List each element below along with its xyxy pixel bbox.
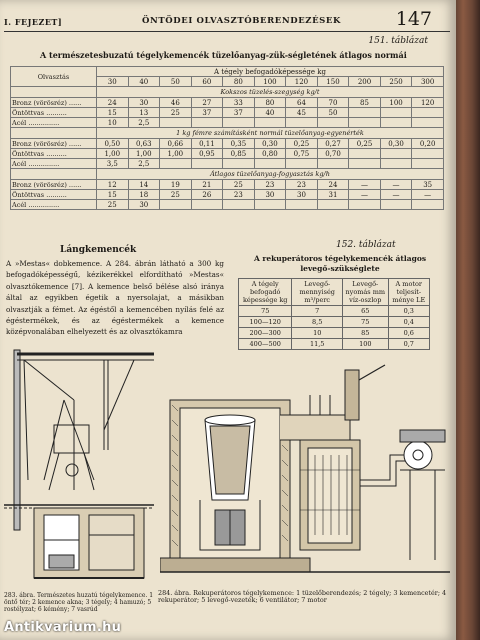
table-151-cell: 120 [412, 98, 444, 108]
table-151-cell: 25 [223, 180, 255, 190]
table-151-cell: 23 [286, 180, 318, 190]
table-151-cell [380, 200, 412, 210]
table-row [11, 190, 444, 200]
table-row [11, 128, 444, 139]
table-152-cell: 75 [343, 317, 389, 328]
table-151-column-header: 300 [412, 77, 444, 87]
table-151-cell [191, 118, 223, 128]
table-151-cell [412, 200, 444, 210]
table-151-label: 151. táblázat [368, 36, 428, 46]
table-151-cell: 40 [254, 108, 286, 118]
table-152-cell: 65 [343, 306, 389, 317]
table-151-cell [254, 159, 286, 169]
table-151-cell [380, 149, 412, 159]
table-151-cell: 0,30 [254, 139, 286, 149]
table-row [239, 306, 430, 317]
table-151 [10, 66, 444, 210]
table-152-cell: 7 [292, 306, 343, 317]
table-152-cell: 85 [343, 328, 389, 339]
table-151-cell: 13 [128, 108, 160, 118]
body-paragraph: A »Mestas« dobkemence. A 284. ábrán látható a 300 kg befogadóképességű, kézikerékkel elfordítható »Mestas« olvasztókemence [7]. A kemence belső bélése alsó iránya által az egyikben égetik a nyersolajat, a másikban olvasztják a fémet. Az égéstől a kemencében nyílás felé az égéstermékek, és az égéstermékek a kemence középvonalában elhelyezett és az olvasztókamra [6, 259, 224, 337]
table-row [11, 139, 444, 149]
table-151-cell [286, 159, 318, 169]
table-151-row-label: Öntöttvas .......... [11, 149, 97, 159]
table-151-cell [160, 118, 192, 128]
table-151-column-header: 250 [380, 77, 412, 87]
table-151-cell: 0,25 [349, 139, 381, 149]
table-row [11, 67, 444, 77]
table-151-cell: 0,30 [380, 139, 412, 149]
table-151-cell [254, 200, 286, 210]
table-row [11, 98, 444, 108]
table-152-cell: 400—500 [239, 339, 292, 350]
table-151-cell: 0,85 [223, 149, 255, 159]
table-151-row-label: Bronz (vörösréz) ...... [11, 180, 97, 190]
table-151-cell: 2,5 [128, 159, 160, 169]
table-151-cell: 0,80 [254, 149, 286, 159]
table-151-cell: — [349, 180, 381, 190]
table-151-cell: 27 [191, 98, 223, 108]
table-row [11, 108, 444, 118]
table-151-column-header: 200 [349, 77, 381, 87]
table-row [239, 328, 430, 339]
table-row [11, 200, 444, 210]
table-151-cell [317, 200, 349, 210]
table-row [11, 180, 444, 190]
table-151-section-subtitle: 1 kg fémre számításként normál tüzelőanyag-egyenérték [97, 128, 444, 139]
table-151-cell: 35 [412, 180, 444, 190]
table-151-cell: 0,11 [191, 139, 223, 149]
table-152-cell: 100—120 [239, 317, 292, 328]
table-151-column-header: 50 [160, 77, 192, 87]
table-151-cell: 0,63 [128, 139, 160, 149]
table-151-row-label: Öntöttvas .......... [11, 108, 97, 118]
table-151-blank-cell [11, 128, 97, 139]
table-151-cell: 25 [160, 108, 192, 118]
figure-283-caption: 283. ábra. Természetes huzatú tégelykemence. 1 öntő tér; 2 kemence akna; 3 tégely; 4 hamuzó; 5 rostélyzat; 6 kémény; 7 vasrúd [4, 592, 154, 614]
table-151-cell: 2,5 [128, 118, 160, 128]
table-151-cell: 0,20 [412, 139, 444, 149]
table-151-cell [349, 108, 381, 118]
table-151-cell: 24 [97, 98, 129, 108]
table-151-cell: 64 [286, 98, 318, 108]
table-151-cell [380, 108, 412, 118]
table-151-cell: 30 [254, 190, 286, 200]
table-row [11, 149, 444, 159]
figure-284-drawing [160, 360, 450, 585]
table-151-cell: 45 [286, 108, 318, 118]
table-152-label: 152. táblázat [336, 240, 396, 250]
table-151-cell: 0,66 [160, 139, 192, 149]
table-151-cell: 24 [317, 180, 349, 190]
table-151-cell: 0,75 [286, 149, 318, 159]
table-151-cell: 0,27 [317, 139, 349, 149]
table-151-cell: 14 [128, 180, 160, 190]
table-152-column-header: Levegő-nyomás mm víz-oszlop [343, 279, 389, 306]
table-151-cell: 100 [380, 98, 412, 108]
table-151-cell: 46 [160, 98, 192, 108]
table-151-cell [380, 159, 412, 169]
table-151-cell [317, 159, 349, 169]
table-151-cell [380, 118, 412, 128]
table-151-cell: 70 [317, 98, 349, 108]
table-151-cell [191, 200, 223, 210]
table-151-cell [254, 118, 286, 128]
table-151-cell: 18 [128, 190, 160, 200]
table-151-cell: 3,5 [97, 159, 129, 169]
table-151-row-label: Acél ............... [11, 118, 97, 128]
table-151-cell [191, 159, 223, 169]
table-151-column-header: 100 [254, 77, 286, 87]
table-151-cell: — [349, 190, 381, 200]
table-151-cell: 15 [97, 190, 129, 200]
chapter-label: I. FEJEZET] [4, 17, 63, 27]
running-header [4, 4, 450, 32]
table-151-cell: 0,50 [97, 139, 129, 149]
table-151-column-header: 40 [128, 77, 160, 87]
table-152-cell: 0,4 [388, 317, 429, 328]
table-151-cell [223, 200, 255, 210]
figure-283-drawing [4, 340, 154, 590]
table-151-cell: 26 [191, 190, 223, 200]
table-151-cell [286, 118, 318, 128]
table-151-row-label: Acél ............... [11, 200, 97, 210]
book-spine [454, 0, 480, 640]
table-151-column-header: 120 [286, 77, 318, 87]
table-151-row-label: Öntöttvas .......... [11, 190, 97, 200]
table-151-cell: — [380, 190, 412, 200]
table-151-blank-cell [11, 169, 97, 180]
table-152-cell: 11,5 [292, 339, 343, 350]
table-151-column-header: 30 [97, 77, 129, 87]
table-151-cell [317, 118, 349, 128]
table-151-cell: 12 [97, 180, 129, 190]
table-151-row-label: Acél ............... [11, 159, 97, 169]
table-151-cell: 0,35 [223, 139, 255, 149]
table-151-cell [412, 108, 444, 118]
table-151-section-subtitle: Kokszos tüzelés-szegység kg/t [97, 87, 444, 98]
table-152-cell: 0,6 [388, 328, 429, 339]
table-151-cell: 0,95 [191, 149, 223, 159]
table-152-caption: A rekuperátoros tégelykemencék átlagos levegő-szükséglete [253, 254, 427, 273]
table-151-section-subtitle: Átlagos tüzelőanyag-fogyasztás kg/h [97, 169, 444, 180]
table-151-col-header-top: A tégely befogadóképessége kg [97, 67, 444, 77]
section-heading: Lángkemencék [60, 245, 137, 255]
table-row [239, 317, 430, 328]
table-151-cell: 50 [317, 108, 349, 118]
table-151-cell [349, 200, 381, 210]
watermark: Antikvarium.hu [4, 620, 122, 635]
table-151-cell [412, 149, 444, 159]
table-151-cell [349, 159, 381, 169]
table-151-cell: 23 [223, 190, 255, 200]
table-151-cell: 21 [191, 180, 223, 190]
table-152-cell: 0,7 [388, 339, 429, 350]
table-151-col-header-left: Olvasztás [11, 67, 97, 87]
table-151-cell [412, 159, 444, 169]
table-151-cell: 85 [349, 98, 381, 108]
table-151-cell: 37 [223, 108, 255, 118]
table-row [11, 169, 444, 180]
table-151-cell: 1,00 [97, 149, 129, 159]
table-151-column-header: 80 [223, 77, 255, 87]
figure-284 [160, 360, 450, 585]
table-151-blank-cell [11, 87, 97, 98]
table-151-cell: 31 [317, 190, 349, 200]
table-151-cell [223, 118, 255, 128]
table-152-cell: 10 [292, 328, 343, 339]
table-151-cell: 25 [97, 200, 129, 210]
table-152-cell: 200—300 [239, 328, 292, 339]
table-152-cell: 75 [239, 306, 292, 317]
table-151-caption: A természetesbuzatú tégelykemencék tüzelőanyag-zük-ségletének átlagos normái [40, 50, 407, 60]
table-152-cell: 8,5 [292, 317, 343, 328]
table-151-cell: 0,25 [286, 139, 318, 149]
table-151-cell: 80 [254, 98, 286, 108]
running-title: ÖNTÖDEI OLVASZTÓBERENDEZÉSEK [142, 16, 341, 26]
table-151-cell: 15 [97, 108, 129, 118]
table-151-cell: 1,00 [160, 149, 192, 159]
table-header-row [239, 279, 430, 306]
table-151-cell [223, 159, 255, 169]
table-151-cell: 33 [223, 98, 255, 108]
table-151-cell [160, 200, 192, 210]
figure-284-caption: 284. ábra. Rekuperátoros tégelykemence: 1 tüzelőberendezés; 2 tégely; 3 kemencetér; 4 rekuperátor; 5 levegő-vezeték; 6 ventilátor; 7 motor [158, 589, 447, 605]
table-row [11, 159, 444, 169]
table-151-cell: 10 [97, 118, 129, 128]
table-151-cell [349, 149, 381, 159]
table-151-cell [349, 118, 381, 128]
table-152-column-header: A tégely befogadó képessége kg [239, 279, 292, 306]
table-151-cell: 19 [160, 180, 192, 190]
table-151-cell: — [412, 190, 444, 200]
table-152 [238, 278, 430, 350]
table-151-cell: — [380, 180, 412, 190]
figure-283 [4, 340, 154, 590]
table-151-cell [412, 118, 444, 128]
table-151-cell: 0,70 [317, 149, 349, 159]
table-151-cell: 30 [286, 190, 318, 200]
table-152-column-header: Levegő-mennyiség m³/perc [292, 279, 343, 306]
table-151-column-header: 60 [191, 77, 223, 87]
table-152-column-header: A motor teljesít-ménye LE [388, 279, 429, 306]
table-152-cell: 100 [343, 339, 389, 350]
table-151-cell: 25 [160, 190, 192, 200]
page-number: 147 [395, 8, 432, 30]
table-151-row-label: Bronz (vörösréz) ...... [11, 139, 97, 149]
table-151-column-header: 150 [317, 77, 349, 87]
table-151-row-label: Bronz (vörösréz) ...... [11, 98, 97, 108]
table-row [11, 87, 444, 98]
table-row [11, 118, 444, 128]
table-151-cell: 30 [128, 98, 160, 108]
table-151-cell: 23 [254, 180, 286, 190]
table-151-cell: 37 [191, 108, 223, 118]
table-151-cell: 30 [128, 200, 160, 210]
table-152-cell: 0,3 [388, 306, 429, 317]
table-row [239, 339, 430, 350]
table-151-cell [160, 159, 192, 169]
table-151-cell [286, 200, 318, 210]
table-151-cell: 1,00 [128, 149, 160, 159]
